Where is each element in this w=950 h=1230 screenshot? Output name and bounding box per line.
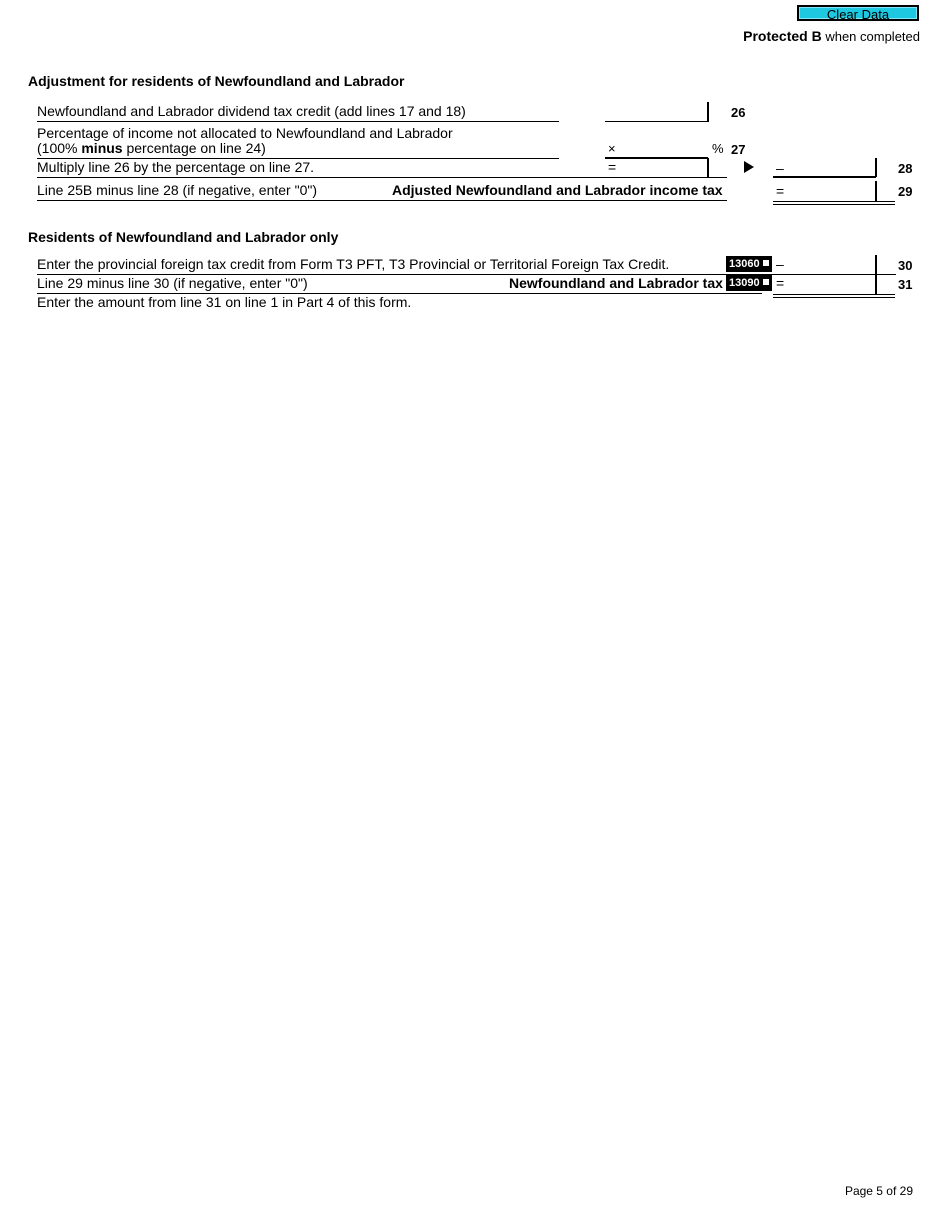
protected-b-bold: Protected B — [743, 28, 822, 44]
line31-double-line-2 — [773, 297, 895, 298]
line30-number: 30 — [898, 258, 913, 273]
line26-input[interactable] — [605, 103, 711, 121]
line29-number: 29 — [898, 184, 913, 199]
line26-label: Newfoundland and Labrador dividend tax credit (add lines 17 and 18) — [37, 103, 466, 119]
line29-label: Line 25B minus line 28 (if negative, enter "0") — [37, 182, 317, 198]
line29-equals: = — [776, 183, 785, 199]
line29-field-bar — [875, 181, 877, 201]
line28-field-line — [773, 176, 876, 178]
line31-code: 13090 — [729, 277, 760, 289]
line29-underline — [37, 200, 727, 201]
line27-label-minus: minus — [81, 140, 123, 156]
line27-number: 27 — [731, 142, 746, 157]
line31-label: Line 29 minus line 30 (if negative, enter "0") — [37, 275, 308, 291]
line28-input[interactable] — [620, 159, 712, 176]
line28-underline — [37, 177, 727, 178]
line27-label-1: Percentage of income not allocated to Newfoundland and Labrador — [37, 125, 453, 141]
line30-code: 13060 — [729, 258, 760, 270]
line28-result-input[interactable] — [790, 159, 880, 176]
line26-field-line — [605, 121, 708, 122]
line29-double-line-2 — [773, 204, 895, 205]
line30-input[interactable] — [790, 256, 880, 273]
line31-equals: = — [776, 275, 785, 291]
line27-label-pre: (100% — [37, 140, 82, 156]
section-residents-title: Residents of Newfoundland and Labrador only — [28, 229, 339, 245]
line30-minus: – — [776, 256, 784, 272]
line28-label: Multiply line 26 by the percentage on line 27. — [37, 159, 315, 175]
line26-field-bar — [707, 102, 709, 122]
line28-field-bar — [707, 158, 709, 177]
line31-double-line-1 — [773, 294, 895, 295]
line31-field-bar — [875, 274, 877, 294]
line26-number: 26 — [731, 105, 746, 120]
line26-underline — [37, 121, 559, 122]
square-icon — [763, 260, 769, 266]
line27-label-2 — [37, 140, 266, 156]
line28-number: 28 — [898, 161, 913, 176]
arrow-right-icon — [744, 161, 754, 173]
section-adjustment-title: Adjustment for residents of Newfoundland and Labrador — [28, 73, 405, 89]
line27-percent-sign: % — [712, 141, 724, 156]
line27-label-post: percentage on line 24) — [122, 140, 266, 156]
line28-field-bar-right — [875, 158, 877, 177]
line28-equals: = — [608, 159, 617, 175]
line31-number: 31 — [898, 277, 913, 292]
line31-code-box — [726, 275, 772, 291]
line31-bold-label: Newfoundland and Labrador tax — [509, 275, 723, 291]
protected-b-label — [743, 28, 920, 44]
line27-times: × — [608, 141, 616, 156]
line31-input[interactable] — [790, 275, 880, 292]
line30-label: Enter the provincial foreign tax credit from Form T3 PFT, T3 Provincial or Territorial Foreign Tax Credit. — [37, 256, 670, 272]
clear-data-button[interactable]: Clear Data — [797, 5, 919, 21]
line29-input[interactable] — [790, 182, 880, 200]
square-icon — [763, 279, 769, 285]
line31-note: Enter the amount from line 31 on line 1 in Part 4 of this form. — [37, 294, 412, 310]
line29-bold-label: Adjusted Newfoundland and Labrador income tax — [392, 182, 723, 198]
line28-minus: – — [776, 160, 784, 176]
page-number: Page 5 of 29 — [844, 1184, 913, 1198]
line27-percent-input[interactable] — [620, 140, 714, 157]
line30-field-bar — [875, 255, 877, 274]
line29-double-line-1 — [773, 201, 895, 202]
line30-code-box — [726, 256, 772, 272]
protected-b-rest: when completed — [821, 29, 920, 44]
